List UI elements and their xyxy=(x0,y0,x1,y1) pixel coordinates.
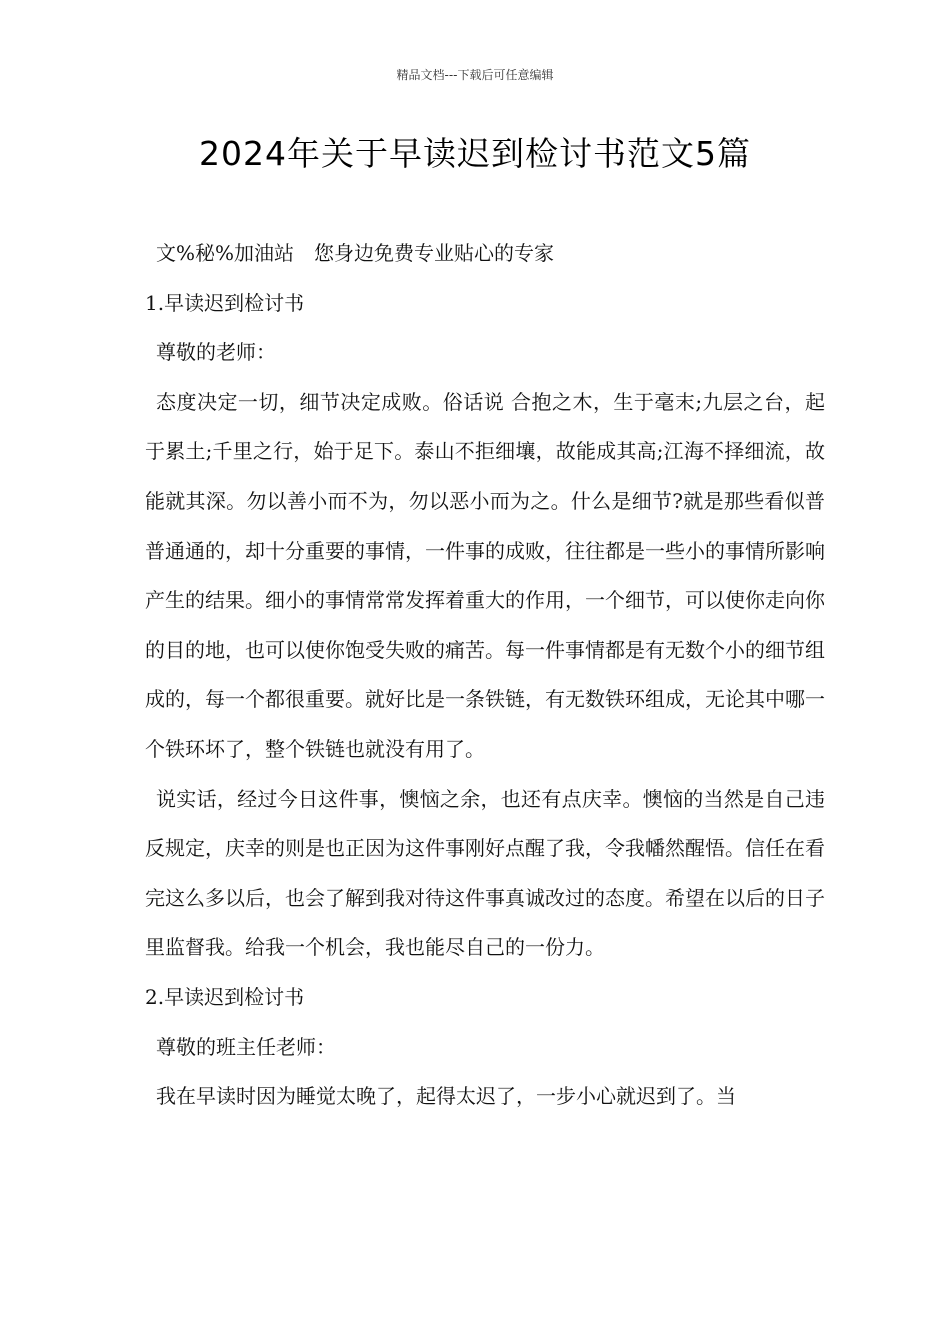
document-body xyxy=(145,229,825,1122)
section-heading-1: 1.早读迟到检讨书 xyxy=(145,290,305,315)
document-title: 2024年关于早读迟到检讨书范文5篇 xyxy=(199,134,751,173)
paragraph-1-1: 态度决定一切，细节决定成败。俗话说 合抱之木，生于毫末;九层之台，起于累土;千里之行，始于足下。泰山不拒细壤，故能成其高;江海不择细流，故能就其深。勿以善小而不为，勿以恶小而为之。什么是细节?就是那些看似普普通通的，却十分重要的事情，一件事的成败，往往都是一些小的事情所影响产生的结果。细小的事情常常发挥着重大的作用，一个细节，可以使你走向你的目的地，也可以使你饱受失败的痛苦。每一件事情都是有无数个小的细节组成的，每一个都很重要。就好比是一条铁链，有无数铁环组成，无论其中哪一个铁环坏了，整个铁链也就没有用了。 xyxy=(145,389,825,761)
paragraph-1-2: 说实话，经过今日这件事，懊恼之余，也还有点庆幸。懊恼的当然是自己违反规定，庆幸的则是也正因为这件事刚好点醒了我，令我幡然醒悟。信任在看完这么多以后，也会了解到我对待这件事真诚改过的态度。希望在以后的日子里监督我。给我一个机会，我也能尽自己的一份力。 xyxy=(145,786,825,960)
salutation-1: 尊敬的老师： xyxy=(156,340,276,365)
section-heading-2: 2.早读迟到检讨书 xyxy=(145,984,305,1009)
page-header-note: 精品文档---下载后可任意编辑 xyxy=(396,68,554,82)
salutation-2: 尊敬的班主任老师： xyxy=(156,1034,336,1059)
intro-line: 文%秘%加油站 您身边免费专业贴心的专家 xyxy=(156,241,555,265)
paragraph-2-1: 我在早读时因为睡觉太晚了，起得太迟了，一步小心就迟到了。当 xyxy=(156,1084,736,1109)
